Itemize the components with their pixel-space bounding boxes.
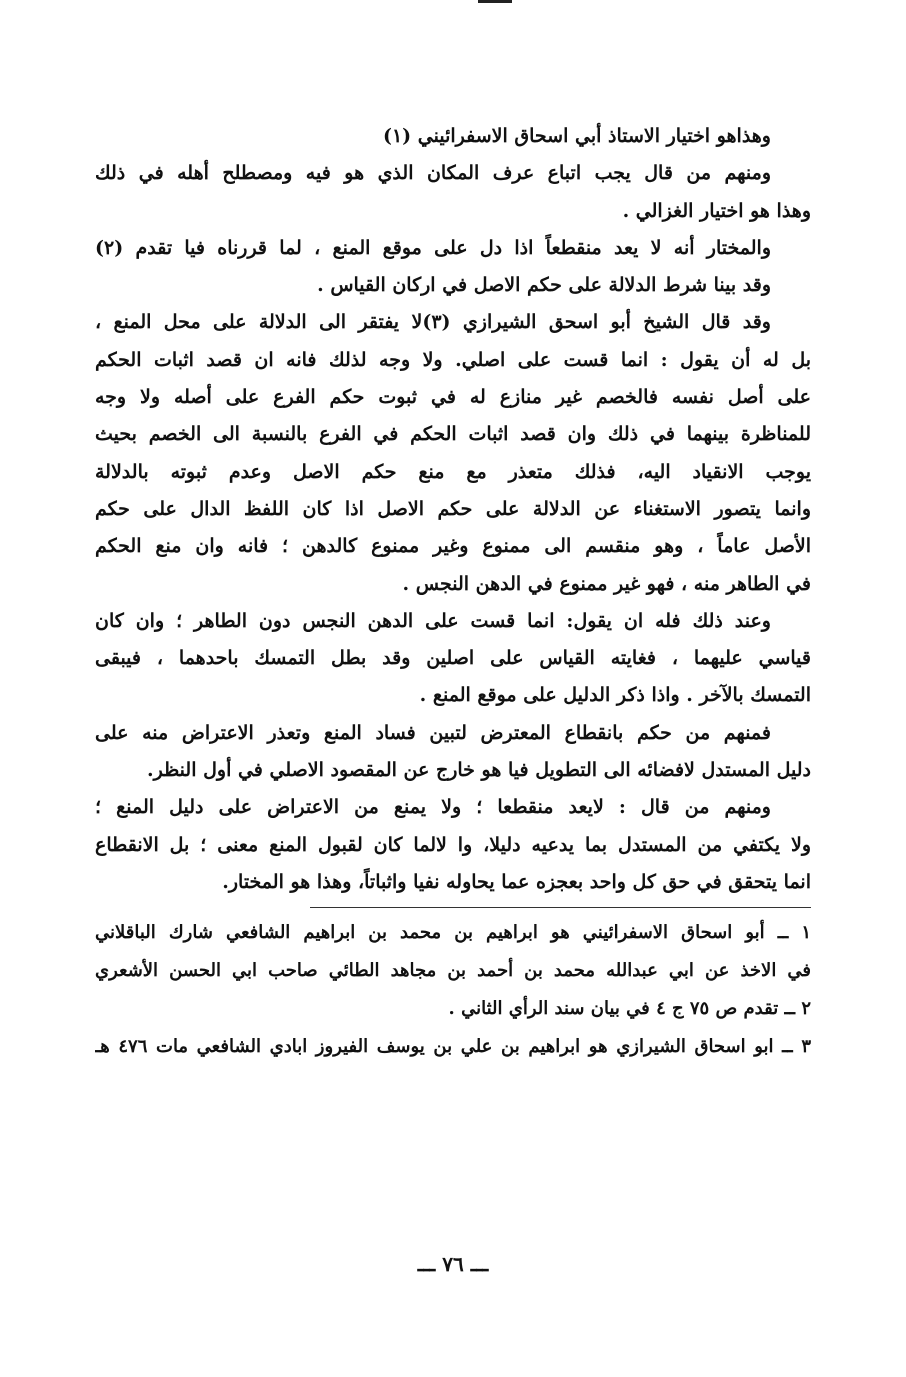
text-line: فمنهم من حكم بانقطاع المعترض لتبين فساد المنع وتعذر الاعتراض منه على <box>95 721 771 744</box>
text-line: وانما يتصور الاستغناء عن الدلالة على حكم الاصل اذا كان اللفظ الدال على حكم <box>95 497 811 520</box>
text-line: وعند ذلك فله ان يقول: انما قست على الدهن النجس دون الطاهر ؛ وان كان <box>95 609 771 632</box>
footnote-separator <box>310 907 811 908</box>
footnote-line: ١ ــ أبو اسحاق الاسفرائيني هو ابراهيم بن محمد بن ابراهيم الشافعي شارك الباقلاني <box>95 922 811 944</box>
text-line: دليل المستدل لافضائه الى التطويل فيا هو خارج عن المقصود الاصلي في أول النظر. <box>147 759 811 782</box>
footnote-line: ٣ ــ ابو اسحاق الشيرازي هو ابراهيم بن علي بن يوسف الفيروز ابادي الشافعي مات ٤٧٦ هـ <box>95 1036 811 1058</box>
text-line: على أصل نفسه فالخصم غير منازع له في ثبوت حكم الفرع على أصله ولا وجه <box>95 386 811 409</box>
document-page <box>95 118 811 1066</box>
text-line: في الطاهر منه ، فهو غير ممنوع في الدهن النجس . <box>402 572 811 595</box>
text-line: ومنهم من قال يجب اتباع عرف المكان الذي هو فيه ومصطلح أهله في ذلك <box>95 162 771 185</box>
text-line: ومنهم من قال : لايعد منقطعا ؛ ولا يمنع من الاعتراض على دليل المنع ؛ <box>95 796 771 819</box>
text-line: وقد بينا شرط الدلالة على حكم الاصل في اركان القياس . <box>317 274 771 297</box>
text-line: الأصل عاماً ، وهو منقسم الى ممنوع وغير ممنوع كالدهن ؛ فانه وان منع الحكم <box>95 535 811 558</box>
footnote-line: في الاخذ عن ابي عبدالله محمد بن أحمد بن مجاهد الطائي صاحب ابي الحسن الأشعري <box>95 960 811 982</box>
main-text-block <box>95 118 811 901</box>
text-line: التمسك بالآخر . واذا ذكر الدليل على موقع المنع . <box>419 684 811 707</box>
text-line: وهذاهو اختيار الاستاذ أبي اسحاق الاسفرائيني (١) <box>382 125 771 147</box>
text-line: ولا يكتفي من المستدل بما يدعيه دليلا، وا لالما كان لقبول المنع معنى ؛ بل الانقطاع <box>95 833 811 856</box>
text-line: للمناظرة بينهما في ذلك وان قصد اثبات الحكم في الفرع بالنسبة الى الخصم بحيث <box>95 423 811 446</box>
text-line: وقد قال الشيخ أبو اسحق الشيرازي (٣)لا يفتقر الى الدلالة على محل المنع ، <box>95 311 771 334</box>
page-number: ـــ ٧٦ ـــ <box>417 1252 489 1276</box>
text-line: يوجب الانقياد اليه، فذلك متعذر مع منع حكم الاصل وعدم ثبوته بالدلالة <box>95 460 811 483</box>
text-line: بل له أن يقول : انما قست على اصلي. ولا وجه لذلك فانه ان قصد اثبات الحكم <box>95 348 811 371</box>
footnotes-block <box>95 914 811 1066</box>
top-page-mark <box>478 0 512 3</box>
text-line: قياسي عليهما ، فغايته القياس على اصلين وقد بطل التمسك باحدهما ، فيبقى <box>95 647 811 670</box>
text-line: والمختار أنه لا يعد منقطعاً اذا دل على موقع المنع ، لما قررناه فيا تقدم (٢) <box>95 236 771 259</box>
text-line: وهذا هو اختيار الغزالي . <box>622 199 811 222</box>
text-line: انما يتحقق في حق كل واحد بعجزه عما يحاوله نفيا واثباتاً، وهذا هو المختار. <box>222 870 811 893</box>
footnote-line: ٢ ــ تقدم ص ٧٥ ج ٤ في بيان سند الرأي الثاني . <box>448 998 811 1020</box>
